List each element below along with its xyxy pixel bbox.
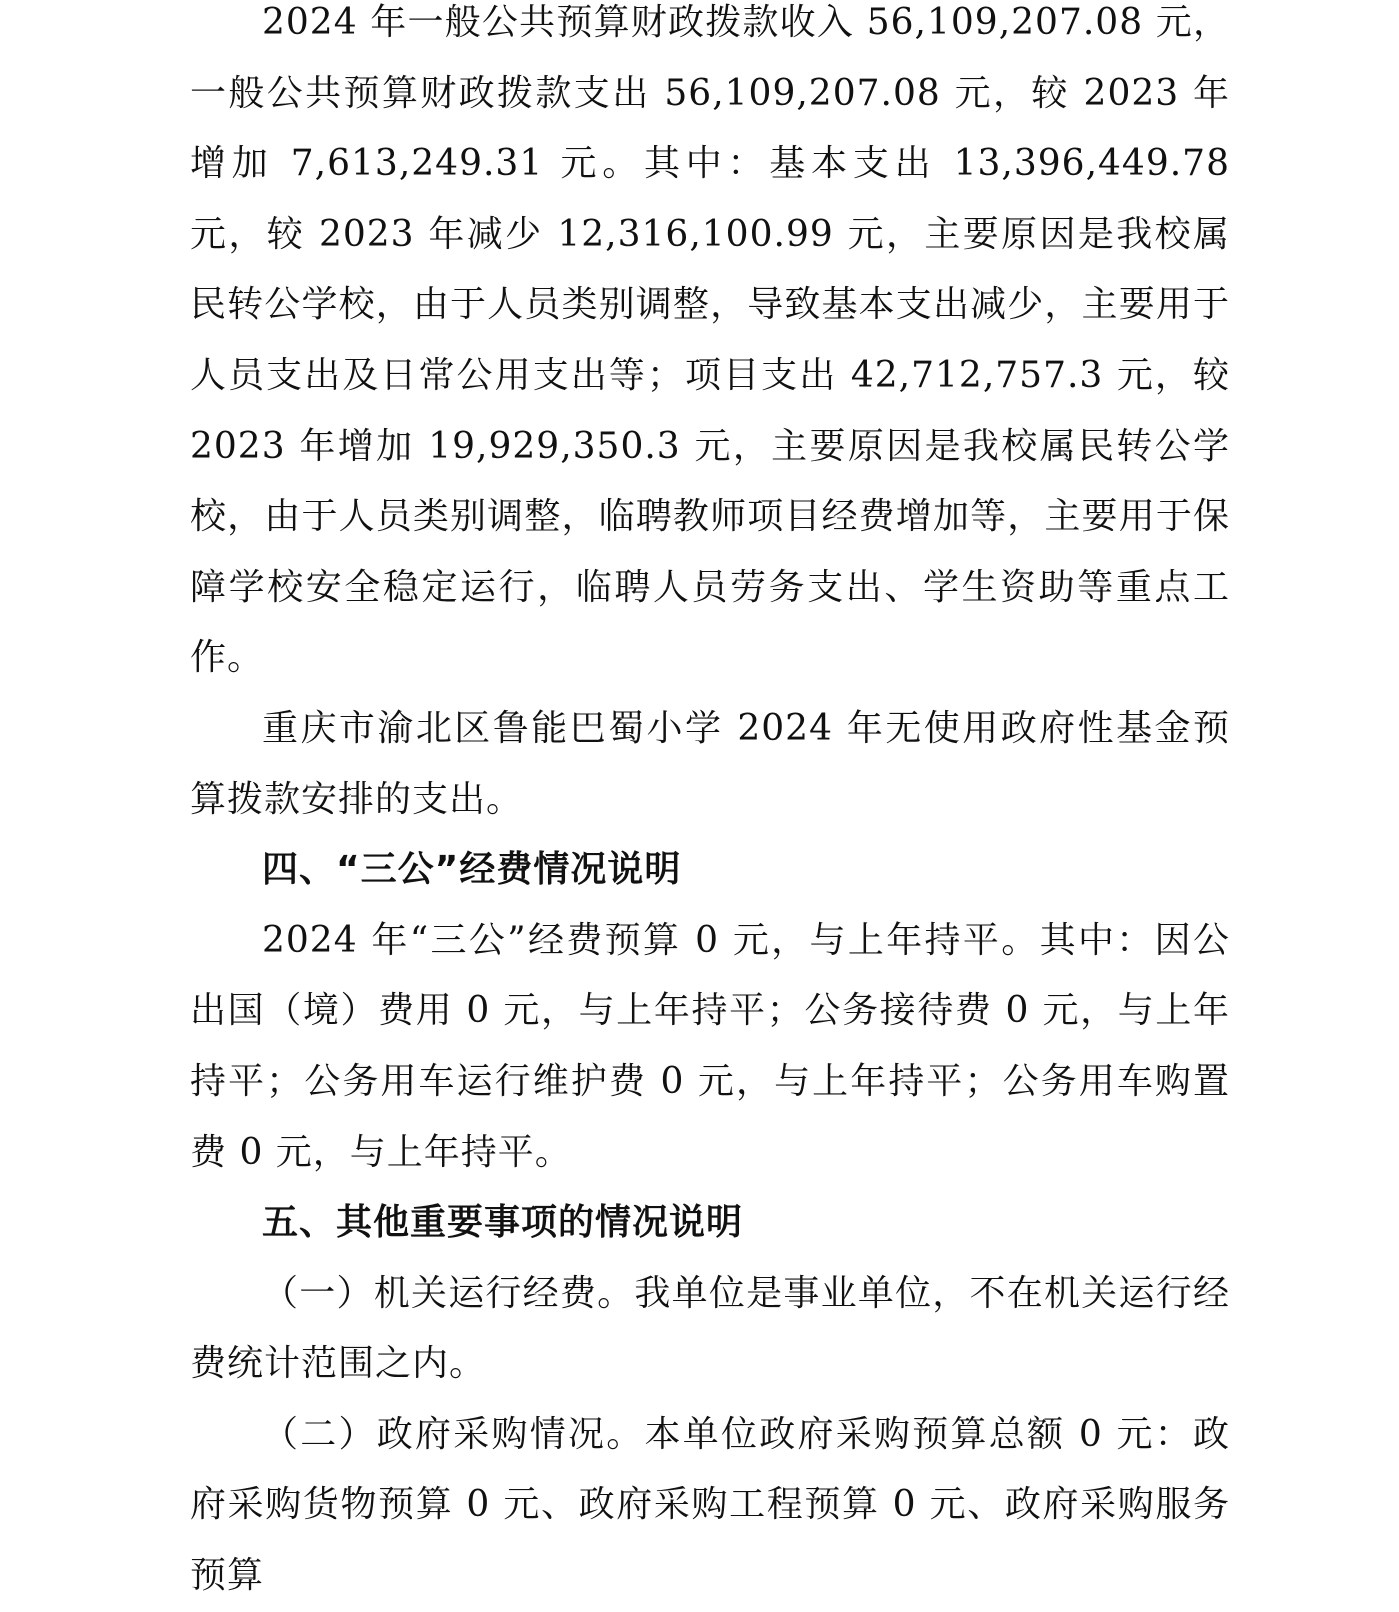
section-heading-three-public: 四、“三公”经费情况说明: [262, 849, 682, 891]
paragraph-three-public-expenses: 2024 年“三公”经费预算 0 元，与上年持平。其中：因公出国（境）费用 0 元，与上年持平；公务接待费 0 元，与上年持平；公务用车运行维护费 0 元，与上年持平；公务用车购置费 0 元，与上年持平。: [190, 919, 1230, 1173]
paragraph-budget-appropriation: 2024 年一般公共预算财政拨款收入 56,109,207.08 元，一般公共预算财政拨款支出 56,109,207.08 元，较 2023 年增加 7,613,249.31 元。其中：基本支出 13,396,449.78 元，较 2023 年减少 12,316,100.99 元，主要原因是我校属民转公学校，由于人员类别调整，导致基本支出减少，主要用于人员支出及日常公用支出等；项目支出 42,712,757.3 元，较 2023 年增加 19,929,350.3 元，主要原因是我校属民转公学校，由于人员类别调整，临聘教师项目经费增加等，主要用于保障学校安全稳定运行，临聘人员劳务支出、学生资助等重点工作。: [190, 2, 1230, 679]
document-page: [190, 0, 1230, 1612]
section-heading-other-matters: 五、其他重要事项的情况说明: [262, 1202, 744, 1244]
paragraph-government-fund: 重庆市渝北区鲁能巴蜀小学 2024 年无使用政府性基金预算拨款安排的支出。: [190, 707, 1230, 820]
paragraph-government-procurement: （二）政府采购情况。本单位政府采购预算总额 0 元：政府采购货物预算 0 元、政府采购工程预算 0 元、政府采购服务预算: [190, 1413, 1230, 1597]
paragraph-operating-expenses: （一）机关运行经费。我单位是事业单位，不在机关运行经费统计范围之内。: [190, 1272, 1230, 1385]
